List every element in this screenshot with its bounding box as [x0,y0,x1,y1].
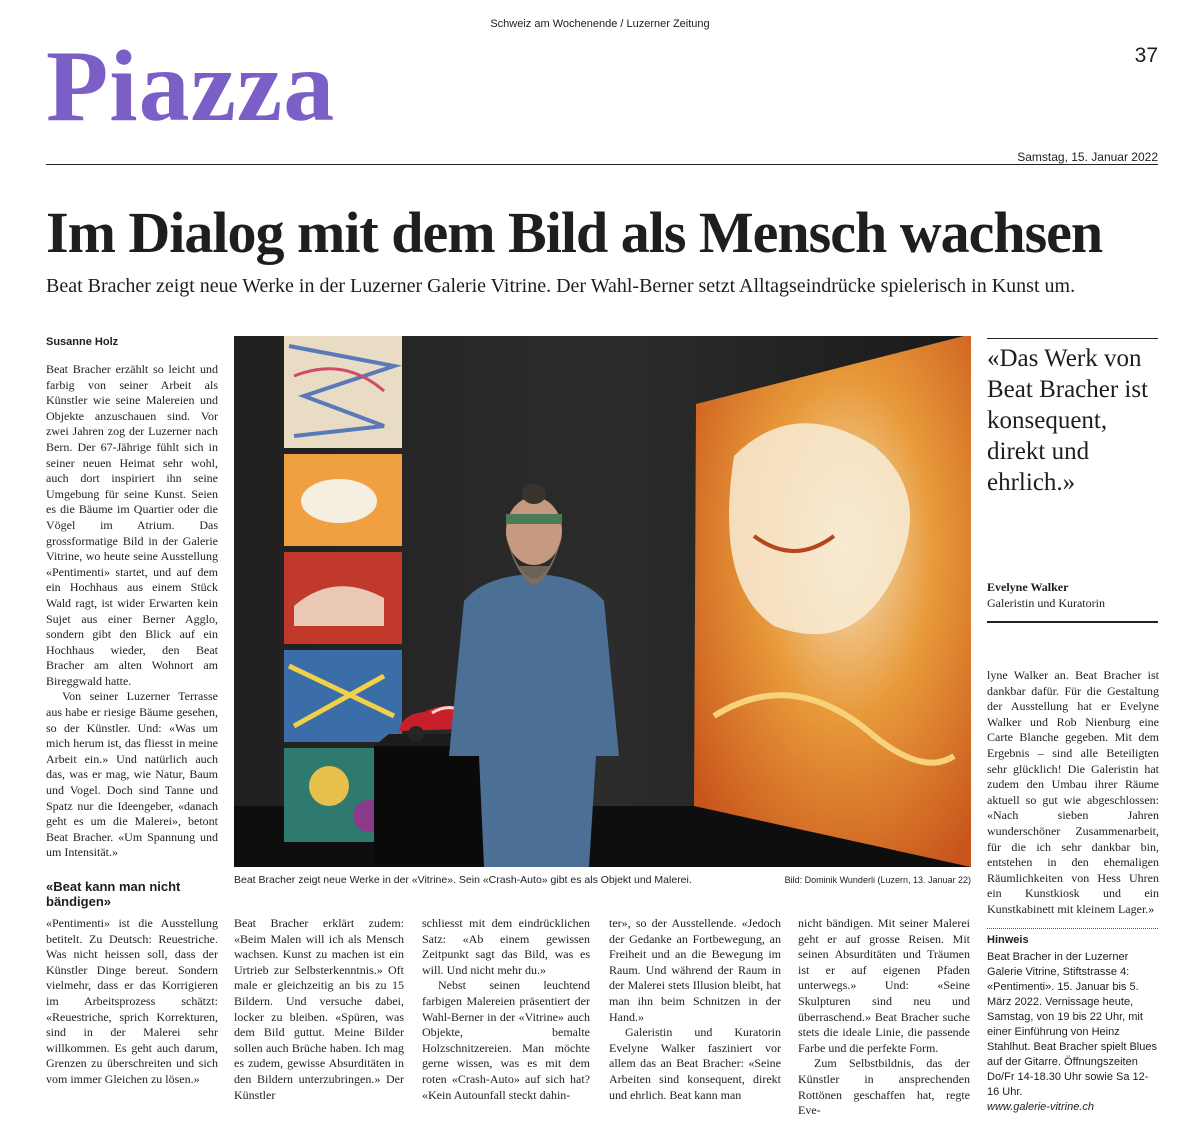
headline: Im Dialog mit dem Bild als Mensch wachsen [46,200,1103,265]
note-body: Beat Bracher in der Luzerner Galerie Vitrine, Stiftstrasse 4: «Pentimenti». 15. Januar bis 5. März 2022. Vernissage heute, Samstag, von 19 bis 22 Uhr, mit einer Einführung von Heinz Stahlhut. Beat Bracher spielt Blues auf der Gitarre. Öffnungszeiten Do/Fr 14-18.30 Uhr sowie Sa 12-16 Uhr. [987,951,1157,1098]
page-number: 37 [1134,44,1158,67]
body-column-2 [234,916,404,1103]
gallery-website-link[interactable]: www.galerie-vitrine.ch [987,1101,1094,1113]
body-paragraph: Von seiner Luzerner Terrasse aus habe er riesige Bäume gesehen, so der Künstler. Und: «Was um mich herum ist, das fliesst in meine Arbeit ein.» Und natürlich auch das, was er mag, wie Natur, Baum und Vogel. Doch sind Tanne und Spatz nur die Ideengeber, «danach geht es um die Malerei», betont Beat Bracher. «Um Spannung und um Intensität.» [46,689,218,860]
body-paragraph: Nebst seinen leuchtend farbigen Malereien präsentiert der Wahl-Berner in der «Vitrine» auch Objekte, bemalte Holzschnitzereien. Man möchte gerne wissen, was es mit dem roten «Crash-Auto» auf sich hat? «Kein Autounfall steckt dahin- [422,978,590,1102]
quote-author-role: Galeristin und Kuratorin [987,596,1105,610]
body-column-1b [46,916,218,1088]
author-byline: Susanne Holz [46,336,119,348]
body-paragraph: schliesst mit dem eindrücklichen Satz: «Ab einem gewissen Zeitpunkt sagt das Bild, was es will. Und nicht mehr du.» [422,916,590,977]
body-column-3 [422,916,590,1103]
lead-paragraph: Beat Bracher zeigt neue Werke in der Luzerner Galerie Vitrine. Der Wahl-Berner setzt Alltagseindrücke spielerisch in Kunst um. [46,275,1076,297]
quote-rule-top [987,338,1158,339]
body-column-6 [987,668,1159,918]
photo-caption: Beat Bracher zeigt neue Werke in der «Vitrine». Sein «Crash-Auto» gibt es als Objekt und Malerei. [234,874,692,886]
quote-author: Evelyne Walker [987,580,1069,594]
note-title: Hinweis [987,934,1029,946]
gallery-scene-illustration [234,336,971,867]
note-box [987,950,1159,1115]
body-paragraph: ter», so der Ausstellende. «Jedoch der Gedanke an Fortbewegung, an Freiheit und an die Bewegung im Raum. Und während der Raum in der Malerei stets Illusion bleibt, hat man ihn beim Schnitzen in der Hand.» [609,916,781,1024]
large-painting [694,336,971,867]
subheading: «Beat kann man nicht bändigen» [46,879,181,909]
body-column-4 [609,916,781,1103]
issue-date: Samstag, 15. Januar 2022 [1017,150,1158,164]
body-paragraph: nicht bändigen. Mit seiner Malerei geht er auf grosse Reisen. Mit seinen Absurditäten und Träumen ist er auf eigenen Pfaden unterwegs.» Und: «Seine Skulpturen sind neu und überraschend.» Beat Bracher suche stets die ideale Linie, die passende Farbe und die perfekte Form. [798,916,970,1055]
section-title: Piazza [46,30,336,143]
note-rule [987,928,1158,929]
body-column-5 [798,916,970,1119]
body-paragraph: lyne Walker an. Beat Bracher ist dankbar dafür. Für die Gestaltung der Ausstellung hat er Evelyne Walker und Rob Nienburg eine Carte Blanche gegeben. Mit dem Ergebnis – sind alle Beteiligten sehr glücklich! Die Galeristin hat zudem den Umbau ihrer Räume aktuell so gut wie abgeschlossen: «Nach sieben Jahren wunderschöner Zusammenarbeit, für die ich sehr dankbar bin, entstehen in den ehemaligen Räumlichkeiten von Hess Uhren ein Kunstkiosk und ein Kunstkabinett mit kleinem Lager.» [987,668,1159,916]
body-column-1 [46,362,218,861]
photo-credit: Bild: Dominik Wunderli (Luzern, 13. Januar 22) [784,875,971,885]
body-paragraph: Galeristin und Kuratorin Evelyne Walker fasziniert vor allem das an Beat Bracher: «Seine Arbeiten sind konsequent, direkt und ehrlich. Beat kann man [609,1025,781,1102]
publication-line: Schweiz am Wochenende / Luzerner Zeitung [490,18,710,30]
quote-rule-bottom [987,621,1158,623]
body-paragraph: Zum Selbstbildnis, das der Künstler in ansprechenden Rottönen geschaffen hat, regte Eve- [798,1056,970,1118]
header-rule [46,164,1158,165]
pull-quote: «Das Werk von Beat Bracher ist konsequent, direkt und ehrlich.» [987,345,1149,496]
body-paragraph: Beat Bracher erklärt zudem: «Beim Malen will ich als Mensch wachsen. Kunst zu machen ist ein Urtrieb zur Selbsterkenntnis.» Oft male er gleichzeitig an bis zu 15 Bildern. Und versuche dabei, locker zu bleiben. «Spüren, was dem Bild guttut. Meine Bilder sollen auch Brüche haben. Ich mag es zudem, gewisse Absurditäten in den Bildern unterzubringen.» Der Künstler [234,916,404,1102]
body-paragraph: Beat Bracher erzählt so leicht und farbig von seiner Arbeit als Künstler wie seine Malereien und Objekte anzuschauen sind. Vor zwei Jahren zog der Luzerner nach Bern. Der 67-Jährige fühlt sich in seiner neuen Heimat sehr wohl, auch dort inspiriert ihn seine Umgebung für seine Kunst. Seien es die Bäume im Quartier oder die Vögel im Atrium. Das grossformatige Bild in der Galerie Vitrine, wo heute seine Ausstellung «Pentimenti» startet, und auf dem ein Hochhaus aus einem Stück Wald ragt, ist wider Erwarten kein Sujet aus einer Berner Agglo, sondern gibt den Blick auf ein Hochhaus wieder, den Beat Bracher am alten Wohnort am Bireggwald hatte. [46,362,218,688]
article-photo [234,336,971,867]
body-paragraph: «Pentimenti» ist die Ausstellung betitelt. Zu Deutsch: Reuestriche. Was nicht heissen soll, dass der Künstler Dinge bereut. Sondern vielmehr, dass er das Korrigieren im Arbeitsprozess schätzt: «Reuestriche, sprich Korrekturen, sind in der Malerei sehr willkommen. Es geht auch darum, Grenzen zu überschreiten und sich vom immer Gleichen zu lösen.» [46,916,218,1086]
